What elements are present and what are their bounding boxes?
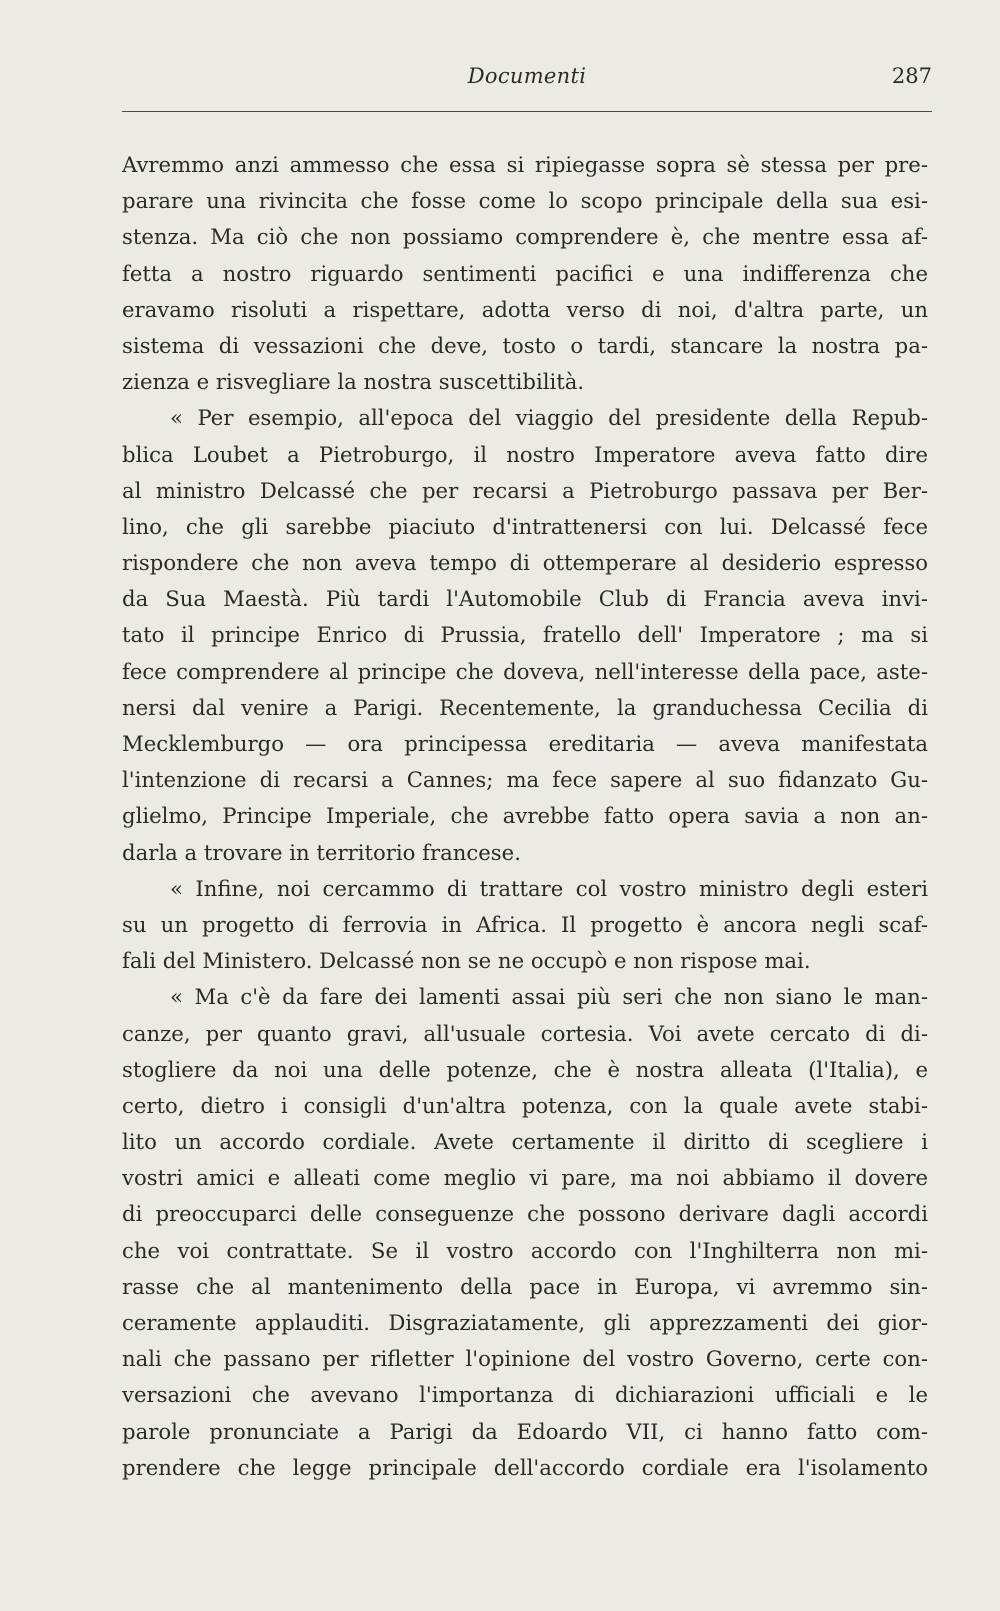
text-line: ceramente applauditi. Disgraziatamente, gli apprezzamenti dei gior- [122,1310,928,1335]
text-line: stogliere da noi una delle potenze, che è nostra alleata (l'Italia), e [122,1056,928,1082]
text-line: fetta a nostro riguardo sentimenti pacifici e una indifferenza che [122,260,928,286]
text-line: « Infine, noi cercammo di trattare col vostro ministro degli esteri [170,875,928,901]
text-line: al ministro Delcassé che per recarsi a Pietroburgo passava per Ber- [122,477,928,503]
text-line: tato il principe Enrico di Prussia, fratello dell' Imperatore ; ma si [122,622,928,648]
text-line: lino, che gli sarebbe piaciuto d'intrattenersi con lui. Delcassé fece [122,513,928,539]
text-line: zienza e risvegliare la nostra suscettibilità. [122,369,585,395]
text-line: « Per esempio, all'epoca del viaggio del presidente della Repub- [170,405,928,431]
body-text [122,147,928,1486]
text-line: di preoccuparci delle conseguenze che possono derivare dagli accordi [122,1201,928,1227]
text-line: fece comprendere al principe che doveva, nell'interesse della pace, aste- [122,658,928,684]
page-header [122,58,932,98]
text-line: sistema di vessazioni che deve, tosto o tardi, stancare la nostra pa- [122,332,928,358]
text-line: canze, per quanto gravi, all'usuale cortesia. Voi avete cercato di di- [122,1020,928,1046]
text-line: nali che passano per rifletter l'opinione del vostro Governo, certe con- [122,1346,928,1372]
text-line: glielmo, Principe Imperiale, che avrebbe fatto opera savia a non an- [122,803,928,829]
text-line: rasse che al mantenimento della pace in Europa, vi avremmo sin- [122,1273,928,1299]
text-line: blica Loubet a Pietroburgo, il nostro Imperatore aveva fatto dire [122,441,928,467]
text-line: Mecklemburgo — ora principessa ereditaria — aveva manifestata [122,731,928,756]
text-line: darla a trovare in territorio francese. [122,839,521,865]
text-line: nersi dal venire a Parigi. Recentemente, la granduchessa Cecilia di [122,694,928,720]
text-line: stenza. Ma ciò che non possiamo comprendere è, che mentre essa af- [122,224,928,250]
running-title: Documenti [467,64,587,88]
text-line: lito un accordo cordiale. Avete certamente il diritto di scegliere i [122,1129,928,1155]
text-line: parole pronunciate a Parigi da Edoardo VII, ci hanno fatto com- [122,1418,928,1444]
text-line: « Ma c'è da fare dei lamenti assai più seri che non siano le man- [170,984,928,1010]
text-line: fali del Ministero. Delcassé non se ne occupò e non rispose mai. [122,948,811,974]
text-line: versazioni che avevano l'importanza di dichiarazioni ufficiali e le [122,1382,928,1408]
text-line: Avremmo anzi ammesso che essa si ripiegasse sopra sè stessa per pre- [122,152,928,177]
text-line: su un progetto di ferrovia in Africa. Il progetto è ancora negli scaf- [122,911,928,937]
text-line: l'intenzione di recarsi a Cannes; ma fece sapere al suo fidanzato Gu- [122,767,928,793]
text-line: vostri amici e alleati come meglio vi pare, ma noi abbiamo il dovere [122,1165,928,1191]
text-line: eravamo risoluti a rispettare, adotta verso di noi, d'altra parte, un [122,296,928,322]
text-line: certo, dietro i consigli d'un'altra potenza, con la quale avete stabi- [122,1092,928,1118]
header-rule [122,111,932,112]
text-line: prendere che legge principale dell'accordo cordiale era l'isolamento [122,1454,928,1480]
text-line: parare una rivincita che fosse come lo scopo principale della sua esi- [122,188,928,214]
text-line: rispondere che non aveva tempo di ottemperare al desiderio espresso [122,550,928,576]
text-line: che voi contrattate. Se il vostro accordo con l'Inghilterra non mi- [122,1237,928,1263]
text-line: da Sua Maestà. Più tardi l'Automobile Club di Francia aveva invi- [122,586,928,612]
page-number: 287 [891,64,932,88]
